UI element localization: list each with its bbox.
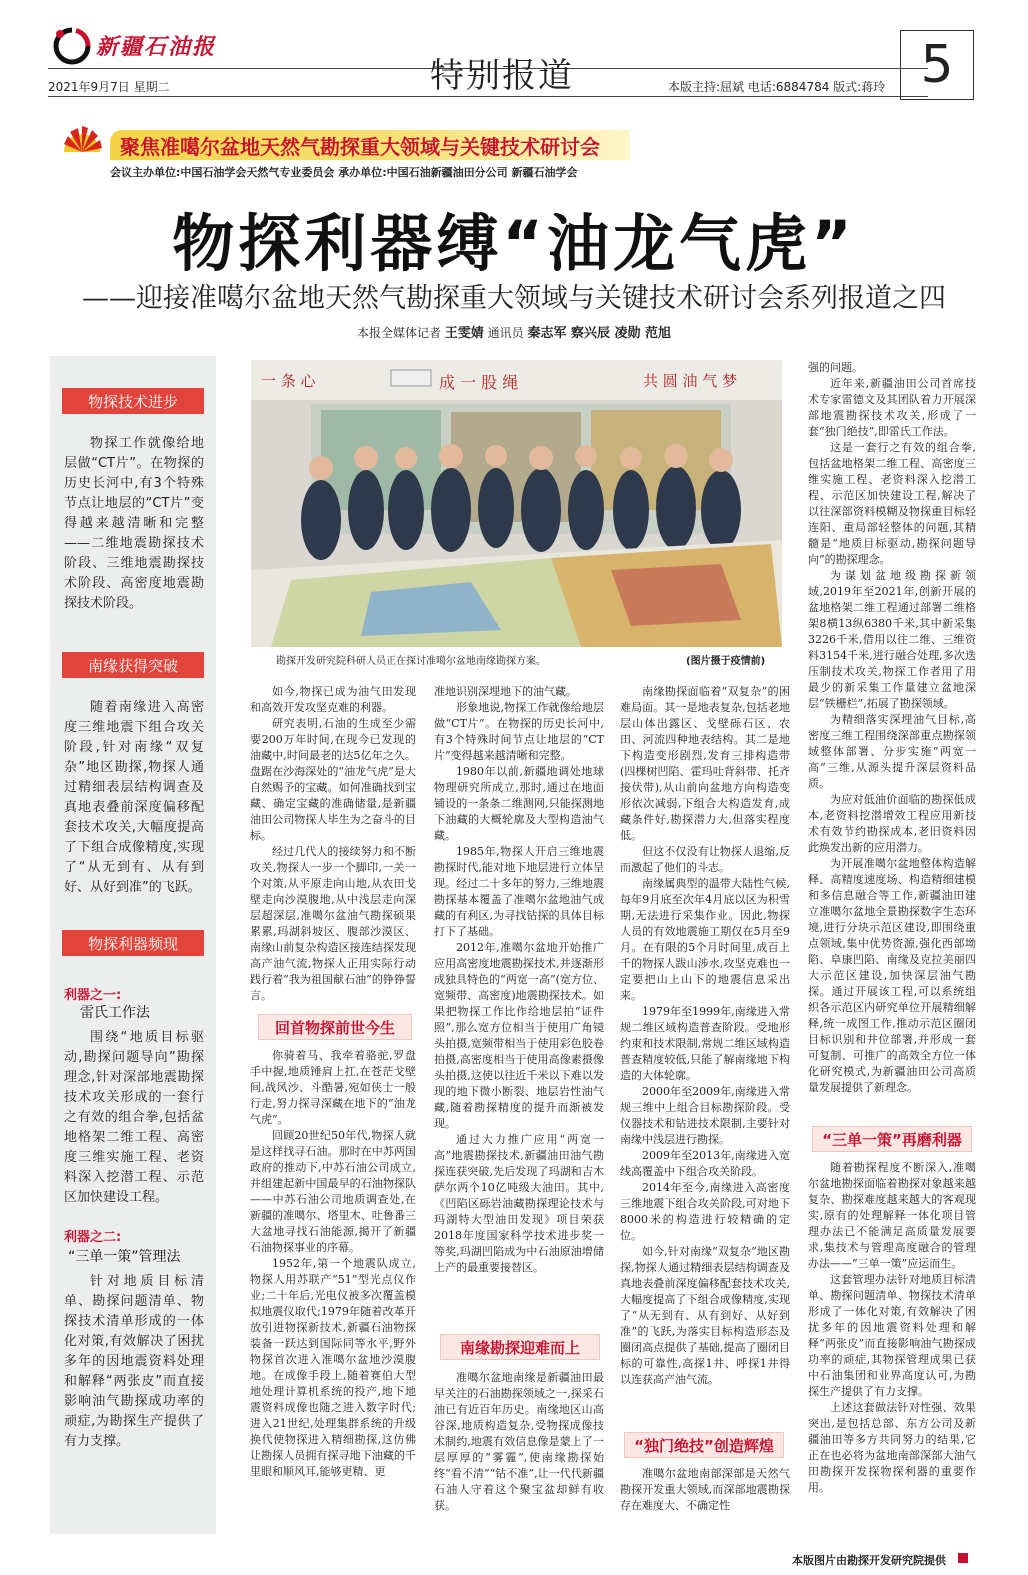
footer-square-mark — [958, 1553, 968, 1563]
editor-info: 本版主持:屈斌 电话:6884784 版式:蒋玲 — [668, 80, 886, 94]
issue-date: 2021年9月7日 星期二 — [48, 80, 170, 94]
photo-illustration — [251, 360, 782, 647]
byline-reporter: 王雯婧 — [444, 326, 484, 341]
photo-caption: 勘探开发研究院科研人员正在探讨准噶尔盆地南缘勘探方案。 — [276, 656, 546, 667]
article-column-4-top — [808, 360, 976, 1118]
news-photo — [251, 360, 782, 647]
paragraph: 为应对低油价面临的勘探低成本,老资料挖潜增效工程应用新技术有效节约勘探成本,老旧资料因此焕发出新的应用潜力。 — [808, 793, 976, 854]
paragraph: 1952年,第一个地震队成立,物探人用苏联产“51”型光点仪作业;二十年后,光电仪被多次覆盖模拟地震仪取代;1979年随着改革开放引进物探新技术,新疆石油物探装备一跃达到国际同等水平,野外物探首次进入准噶尔盆地沙漠腹地。在成像手段上,随着赛伯大型地处理计算机系统的投产,地下地震资料成像也随之进入数字时代;进入21世纪,处理集群系统的升级换代使物探进入精细勘探,这仿佛让勘探人员拥有探寻地下油藏的千里眼和顺风耳,能够更精、更 — [250, 1257, 416, 1478]
paragraph: 经过几代人的接续努力和不断攻关,物探人一步一个脚印,一关一个对策,从平原走向山地,从农田戈壁走向沙漠腹地,从中浅层走向深层超深层,准噶尔盆油气勘探硕果累累,玛湖斜坡区、腹部沙漠区、南缘山前复杂构造区接连结探发现高产油气流,物探人正用实际行动践行着“我为祖国献石油”的铮铮誓言。 — [250, 845, 416, 1002]
paragraph: 为开展准噶尔盆地整体构造解释、高精度速度场、构造精细建模和多信息融合等工作,新疆油田建立准噶尔盆地全景勘探数字生态环境,进行分块示范区建设,即围绕重点领域,集中优势资源,强化西部坳陷、阜康凹陷、南缘及克拉美丽四大示范区建设,加快深层油气勘探。通过开展该工程,可以系统组织各示范区内研究单位开展精细解释,统一成图工作,推动示范区圈闭目标识别和井位部署,并形成一套可复制、可推广的高效全方位一体化研究模式,为新疆油田公司高质量发展提供了新理念。 — [808, 857, 976, 1094]
paragraph: 这是一套行之有效的组合拳,包括盆地格架二维工程、高密度三维实施工程、老资料深入挖潜工程、示范区加快建设工程,解决了以往深部资料模糊及物探重目标轻连阳、重局部轻整体的问题,其精髓是“地质目标驱动,勘探问题导向”的勘探理念。 — [808, 441, 976, 566]
paragraph: 近年来,新疆油田公司首席技术专家雷德文及其团队着力开展深部地震勘探技术攻关,形成了一套“独门绝技”,即雷氏工作法。 — [808, 377, 976, 438]
petrochina-logo-icon — [54, 122, 110, 172]
paragraph: 准噶尔盆地南缘是新疆油田最早关注的石油勘探领域之一,探采石油已有近百年历史。南缘地区山高谷深,地质构造复杂,受物探成像技术制约,地震有效信息像是蒙上了一层厚厚的“雾霾”,使南缘勘探始终“看不清”“钻不准”,让一代代新疆石油人守着这个聚宝盆却鲜有收获。 — [434, 1371, 604, 1512]
tool2-name: “三单一策”管理法 — [68, 1249, 181, 1265]
article-column-1-top — [250, 684, 416, 1010]
paragraph: 1979年至1999年,南缘进入常规二维区域构造普查阶段。受地形约束和技术限制,常规二维区域构造普查精度较低,只能了解南缘地下构造的大体轮廓。 — [620, 1005, 790, 1082]
subhead-history: 回首物探前世今生 — [258, 1014, 412, 1040]
section-title: 特别报道 — [430, 56, 574, 96]
paragraph: 准地识别深埋地下的油气藏。 — [434, 685, 577, 698]
paragraph: 通过大力推广应用“两宽一高”地震勘探技术,新疆油田油气勘探连获突破,先后发现了玛湖和吉木萨尔两个10亿吨级大油田。其中,《凹陷区砾岩油藏勘探理论技术与玛湖特大型油田发现》项目荣获2018年度国家科学技术进步奖一等奖,玛湖凹陷成为中石油原油增储上产的最重要接替区。 — [434, 1133, 604, 1274]
headline: 物探利器缚“油龙气虎” — [172, 207, 856, 280]
newspaper-logo-icon — [52, 26, 92, 66]
paragraph: 这套管理办法针对地质目标清单、勘探问题清单、物探技术清单形成了一体化对策,有效解决了困扰多年的因地震资料处理和解释“两张皮”而直接影响油气勘探成功率的顽症,其物探管理成果已获中石油集团和业界高度认可,为勘探生产提供了有力支撑。 — [808, 1273, 976, 1398]
article-column-3-top — [620, 684, 790, 1426]
subhead-southern-margin: 南缘勘探迎难而上 — [440, 1334, 600, 1360]
byline-role-reporter: 本报全媒体记者 — [356, 326, 441, 340]
photo-banner-mid: 成 一 股 绳 — [439, 373, 519, 392]
paragraph: 回顾20世纪50年代,物探人就是这样找寻石油。那时在中苏两国政府的推动下,中苏石油公司成立,并组建起新中国最早的石油物探队——中苏石油公司地质调查处,在新疆的准噶尔、塔里木、吐鲁番三大盆地寻找石油能源,揭开了新疆石油物探事业的序幕。 — [250, 1129, 416, 1254]
subheadline: ——迎接准噶尔盆地天然气勘探重大领域与关键技术研讨会系列报道之四 — [82, 283, 946, 314]
sidebar-text-progress: 物探工作就像给地层做“CT片”。在物探的历史长河中,有3个特殊节点让地层的“CT片”变得越来越清晰和完整——二维地震勘探技术阶段、三维地震勘探技术阶段、高密度地震勘探技术阶段。 — [64, 436, 204, 611]
paragraph: 上述这套做法针对性强、效果突出,是包括总部、东方公司及新疆油田等多方共同努力的结果,它正在也必将为盆地南部深部大油气田勘探开发探物探利器的重要作用。 — [808, 1401, 976, 1494]
paragraph: 形象地说,物探工作就像给地层做“CT片”。在物探的历史长河中,有3个特殊时间节点让地层的“CT片”变得越来越清晰和完整。 — [434, 701, 604, 762]
byline-correspondents: 秦志军 察兴辰 凌勋 范旭 — [527, 326, 672, 341]
article-column-3-bottom — [620, 1466, 790, 1534]
paragraph: 但这不仅没有让物探人退缩,反而激起了他们的斗志。 — [620, 845, 790, 874]
paragraph: 随着勘探程度不断深入,准噶尔盆地勘探面临着勘探对象越来越复杂、勘探难度越来越大的客观现实,原有的处理解释一体化项目管理办法已不能满足高质量发展要求,集技术与管理高度融合的管理办法——“三单一策”应运而生。 — [808, 1161, 976, 1270]
paper-name: 新疆石油报 — [96, 34, 217, 60]
tool1-label: 利器之一: — [64, 988, 122, 1003]
paragraph: 南缘属典型的温带大陆性气候,每年9月底至次年4月底以区为积雪期,无法进行采集作业。因此,物探人员的有效地震施工期仅在5月至9月。在有限的5个月时间里,成百上千的物探人跋山涉水,攻坚克难也一定要把山上山下的地震信息采出来。 — [620, 877, 790, 1002]
paragraph: 2000年至2009年,南缘进入常规三维中上组合目标勘探阶段。受仪器技术和钻进技术限制,主要针对南缘中浅层进行勘探。 — [620, 1085, 790, 1146]
paragraph: 如今,物探已成为油气田发现和高效开发攻坚克难的利器。 — [250, 685, 416, 714]
masthead-rule-bottom — [48, 96, 928, 97]
tool1-text: 围绕“地质目标驱动,勘探问题导向”勘探理念,针对深部地震勘探技术攻关形成的一套行之有效的组合拳,包括盆地格架二维工程、高密度三维实施工程、老资料深入挖潜工程、示范区加快建设工程。 — [64, 1030, 204, 1205]
paragraph: 2012年,准噶尔盆地开始推广应用高密度地震勘探技术,并逐渐形成独具特色的“两宽一高”(宽方位、宽频带、高密度)地震勘探技术。如果把物探工作比作给地层拍“证件照”,那么宽方位相当于使用广角镜头拍摄,宽频带相当于使用彩色胶卷拍摄,高密度相当于使用高像素摄像头拍摄,这使以往近千米以下难以发现的地下微小断裂、地层岩性油气藏,随着勘探精度的提升而渐被发现。 — [434, 941, 604, 1130]
photo-credit: 本版图片由勘探开发研究院提供 — [792, 1554, 946, 1567]
paragraph: 南缘勘探面临着“双复杂”的困难局面。其一是地表复杂,包括老地层山体出露区、戈壁砾石区、农田、河流四种地表结构。其二是地下构造变形剧烈,发育三排构造带(四棵树凹陷、霍玛吐背斜带、托齐接伏带),从山前向盆地方向构造变形依次减弱,下组合大构造发育,成藏条件好,勘探潜力大,但落实程度低。 — [620, 685, 790, 842]
photo-caption-note: (图片摄于疫情前) — [686, 656, 766, 667]
photo-banner-left: 一 条 心 — [261, 372, 316, 390]
sidebar-text-breakthrough: 随着南缘进入高密度三维地震下组合攻关阶段,针对南缘“双复杂”地区勘探,物探人通过精细表层结构调查及真地表叠前深度偏移配套技术攻关,大幅度提高了下组合成像精度,实现了“从无到有、从有到好、从好到准”的飞跃。 — [64, 700, 204, 895]
paragraph: 准噶尔盆地南部深部是天然气勘探开发重大领域,而深部地震勘探存在难度大、不确定性 — [620, 1467, 790, 1512]
photo-banner-right: 共 圆 油 气 梦 — [643, 372, 738, 390]
paragraph: 研究表明,石油的生成至少需要200万年时间,在现今已发现的油藏中,时间最老的达5亿年之久。盘踞在沙海深处的“油龙气虎”是大自然赐予的宝藏。如何准确找到宝藏、确定宝藏的准确储量,是新疆油田公司物探人毕生为之奋斗的目标。 — [250, 717, 416, 842]
article-column-2-bottom — [434, 1370, 604, 1534]
paragraph: 1980年以前,新疆地调处地球物理研究所成立,那时,通过在地面铺设的一条条二维测网,只能探测地下油藏的大概轮廓及大型构造油气藏。 — [434, 765, 604, 842]
sidebar — [50, 356, 216, 1534]
article-column-2-top — [434, 684, 604, 1324]
conference-organizers: 会议主办单位:中国石油学会天然气专业委员会 承办单位:中国石油新疆油田分公司 新疆石油学会 — [110, 166, 578, 179]
masthead — [0, 0, 1028, 110]
paragraph: 强的问题。 — [808, 361, 863, 374]
paragraph: 如今,针对南缘“双复杂”地区勘探,物探人通过精细表层结构调查及真地表叠前深度偏移配套技术攻关,大幅度提高了下组合成像精度,实现了“从无到有、从有到好、从好到准”的飞跃,为落实目标构造形态及圈闭高点提供了基础,提高了圈闭目标的可靠性,高探1井、呼探1井得以连获高产油气流。 — [620, 1245, 790, 1386]
paragraph: 2014年至今,南缘进入高密度三维地震下组合攻关阶段,可对地下8000米的构造进行较精确的定位。 — [620, 1181, 790, 1242]
tool2-text: 针对地质目标清单、勘探问题清单、物探技术清单形成的一体化对策,有效解决了困扰多年的因地震资料处理和解释“两张皮”而直接影响油气勘探成功率的顽症,为勘探生产提供了有力支撑。 — [64, 1274, 204, 1449]
sidebar-heading-progress: 物探技术进步 — [62, 388, 204, 414]
sidebar-heading-tools: 物探利器频现 — [62, 930, 204, 956]
sidebar-heading-breakthrough: 南缘获得突破 — [62, 652, 204, 678]
page-number: 5 — [900, 30, 974, 100]
article-column-1-bottom — [250, 1048, 416, 1534]
subhead-three-lists: “三单一策”再磨利器 — [812, 1126, 972, 1152]
tool1-name: 雷氏工作法 — [80, 1005, 150, 1021]
subhead-unique-skills: “独门绝技”创造辉煌 — [624, 1432, 784, 1458]
paragraph: 为谋划盆地级勘探新领域,2019年至2021年,创新开展的盆地格架二维工程通过部署二维格架8横13纵6380千米,其中新采集3226千米,借用以往二维、三维资料3154千米,进行融合处理,多次迭压制技术攻关,物探工作者用了用最少的新采集工作量建立盆地深层“铁栅栏”,拓展了勘探领域。 — [808, 569, 976, 710]
paragraph: 1985年,物探人开启三维地震勘探时代,能对地下地层进行立体呈现。经过二十多年的努力,三维地震勘探基本覆盖了准噶尔盆地油气成藏的有利区,为寻找钻探的具体目标打下了基础。 — [434, 845, 604, 938]
tool2-label: 利器之二: — [64, 1230, 122, 1245]
paragraph: 你骑着马、我牵着骆驼,罗盘手中握,地质锤肩上扛,在苍茫戈壁间,战风沙、斗酷暑,宛如侠士一般行走,努力探寻深藏在地下的“油龙气虎”。 — [250, 1049, 416, 1126]
conference-banner: 聚焦准噶尔盆地天然气勘探重大领域与关键技术研讨会 — [110, 130, 630, 160]
paragraph: 为精细落实深埋油气目标,高密度三维工程围绕深部重点勘探领域整体部署、分步实施“两宽一高”三维,从源头提升深层资料品质。 — [808, 713, 976, 790]
paragraph: 2009年至2013年,南缘进入宽线高覆盖中下组合攻关阶段。 — [620, 1149, 790, 1178]
article-column-4-bottom — [808, 1160, 976, 1546]
byline — [0, 322, 1028, 341]
byline-role-correspondent: 通讯员 — [487, 326, 524, 340]
